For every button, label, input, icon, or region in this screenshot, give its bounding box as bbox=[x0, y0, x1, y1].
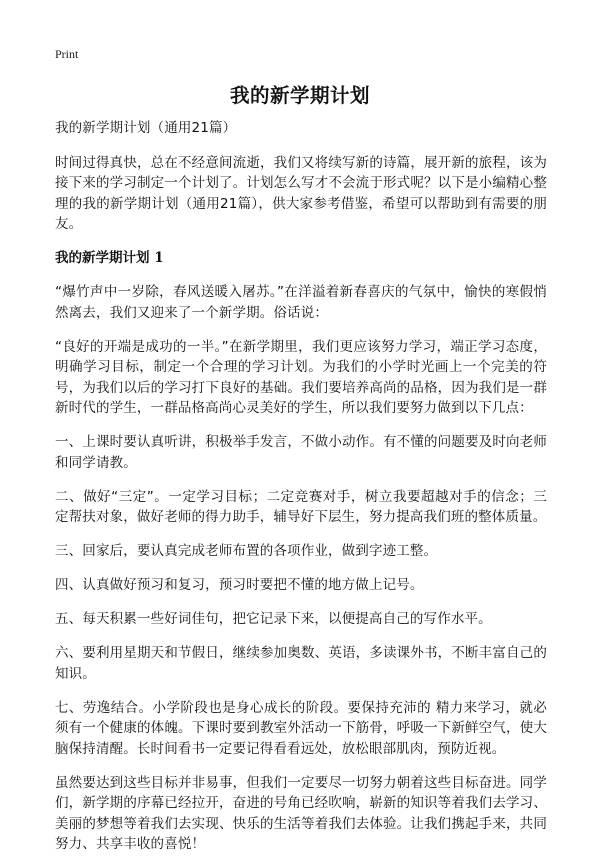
body-paragraph: 三、回家后，要认真完成老师布置的各项作业，做到字迹工整。 bbox=[55, 543, 438, 559]
section-heading: 我的新学期计划 1 bbox=[55, 250, 164, 266]
body-paragraph: 一、上课时要认真听讲，积极举手发言，不做小动作。有不懂的问题要及时向老师和同学请教。 bbox=[55, 434, 547, 471]
body-paragraph: 二、做好“三定”。一定学习目标；二定竞赛对手，树立我要超越对手的信念；三定帮扶对象，做好老师的得力助手，辅导好下层生，努力提高我们班的整体质量。 bbox=[55, 488, 547, 525]
body-paragraph: 虽然要达到这些目标并非易事，但我们一定要尽一切努力朝着这些目标奋进。同学们，新学期的序幕已经拉开，奋进的号角已经吹响，崭新的知识等着我们去学习、美丽的梦想等着我们去实现、快乐的生活等着我们去体验。让我们携起手来，共同努力、共享丰收的喜悦！ bbox=[55, 774, 547, 852]
document-subtitle: 我的新学期计划（通用21篇） bbox=[55, 120, 237, 136]
body-paragraph: “爆竹声中一岁除，春风送暖入屠苏。”在洋溢着新春喜庆的气氛中，愉快的寒假悄然离去，我们又迎来了一个新学期。俗话说： bbox=[55, 284, 547, 321]
document-body bbox=[55, 118, 547, 868]
print-label: Print bbox=[55, 47, 79, 61]
body-paragraph: 六、要利用星期天和节假日，继续参加奥数、英语，多读课外书，不断丰富自己的知识。 bbox=[55, 645, 547, 682]
body-paragraph: 四、认真做好预习和复习，预习时要把不懂的地方做上记号。 bbox=[55, 577, 424, 593]
body-paragraph: 五、每天积累一些好词佳句，把它记录下来，以便提高自己的写作水平。 bbox=[55, 611, 492, 627]
body-paragraph: “良好的开端是成功的一半。”在新学期里，我们更应该努力学习，端正学习态度，明确学习目标，制定一个合理的学习计划。为我们的小学时光画上一个完美的符号，为我们以后的学习打下良好的基础。我们要培养高尚的品格，因为我们是一群新时代的学生，一群品格高尚心灵美好的学生，所以我们要努力做到以下几点： bbox=[55, 338, 547, 416]
intro-paragraph: 时间过得真快，总在不经意间流逝，我们又将续写新的诗篇，展开新的旅程，该为接下来的学习制定一个计划了。计划怎么写才不会流于形式呢？以下是小编精心整理的我的新学期计划（通用21篇），供大家参考借鉴，希望可以帮助到有需要的朋友。 bbox=[55, 154, 547, 232]
page-title: 我的新学期计划 bbox=[229, 84, 370, 107]
body-paragraph: 七、劳逸结合。小学阶段也是身心成长的阶段。要保持充沛的 精力来学习，就必须有一个健康的体魄。下课时要到教室外活动一下筋骨，呼吸一下新鲜空气，使大脑保持清醒。长时间看书一定要记得看看远处，放松眼部肌肉，预防近视。 bbox=[55, 699, 547, 757]
